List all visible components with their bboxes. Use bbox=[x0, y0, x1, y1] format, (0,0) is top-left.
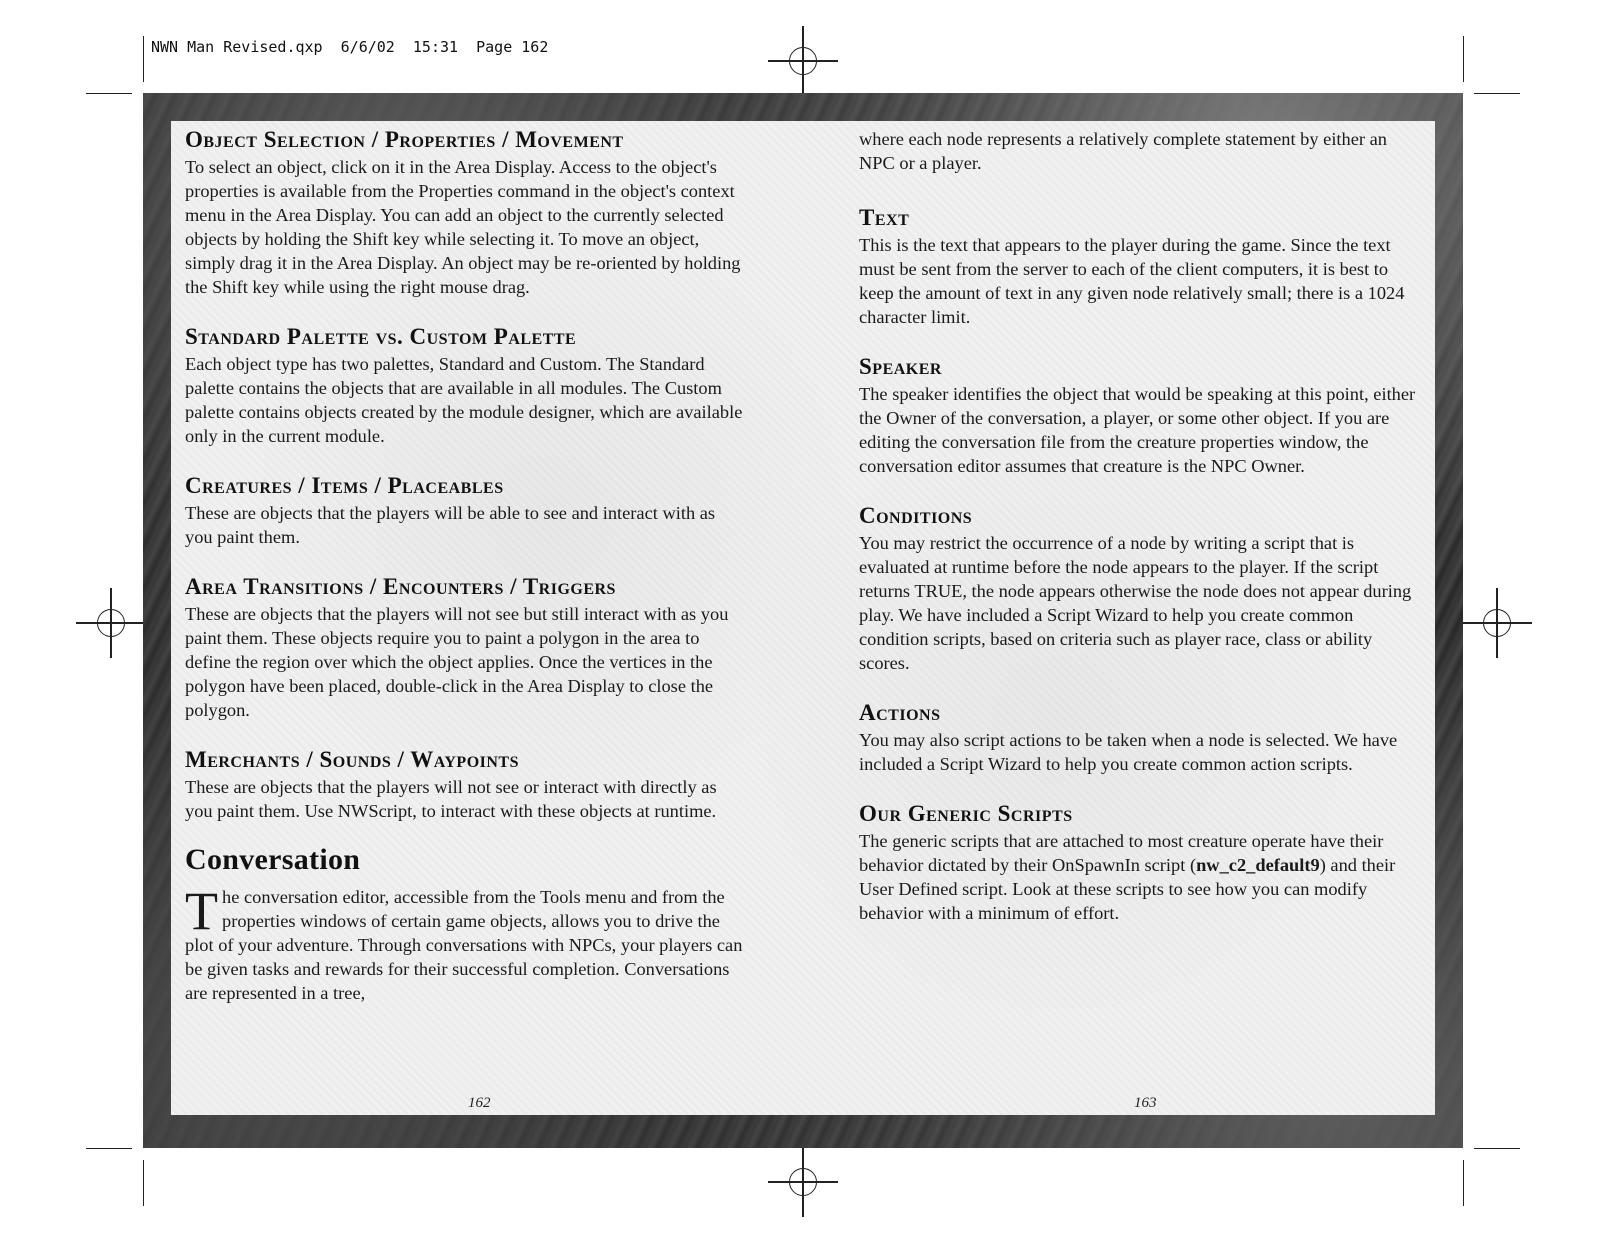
section-heading: Merchants / Sounds / Waypoints bbox=[185, 747, 519, 772]
section-heading: Conditions bbox=[859, 503, 973, 528]
section-body bbox=[859, 829, 1419, 925]
section-body: Each object type has two palettes, Standard and Custom. The Standard palette contains the objects that are available in all modules. The Custom palette contains objects created by the module designer, which are available only in the current module. bbox=[185, 354, 743, 446]
section-heading: Text bbox=[859, 205, 910, 230]
section-body: You may restrict the occurrence of a node by writing a script that is evaluated at runtime before the node appears to the player. If the script returns TRUE, the node appears otherwise the node does not appear during play. We have included a Script Wizard to help you create common condition scripts, based on criteria such as player race, class or ability scores. bbox=[859, 533, 1412, 673]
registration-mark-icon bbox=[97, 609, 125, 637]
crop-mark bbox=[1474, 93, 1520, 94]
section-body: You may also script actions to be taken when a node is selected. We have included a Script Wizard to help you create common action scripts. bbox=[859, 730, 1398, 774]
print-slug: NWN Man Revised.qxp 6/6/02 15:31 Page 162 bbox=[151, 38, 549, 56]
crop-mark bbox=[1474, 1148, 1520, 1149]
chapter-body-text: he conversation editor, accessible from the Tools menu and from the properties windows of certain game objects, allows you to drive the plot of your adventure. Through conversations with NPCs, your players can be given tasks and rewards for their successful completion. Conversations are represented in a tree, bbox=[185, 887, 743, 1003]
crop-mark bbox=[1463, 1160, 1464, 1206]
section-heading: Speaker bbox=[859, 354, 942, 379]
generic-body-before: The generic scripts that are attached to most creature operate have their behavior dictated by their OnSpawnIn script ( bbox=[859, 831, 1384, 875]
section-body: The speaker identifies the object that would be speaking at this point, either the Owner of the conversation, a player, or some other object. If you are editing the conversation file from the creature properties window, the conversation editor assumes that creature is the NPC Owner. bbox=[859, 384, 1416, 476]
section-body: This is the text that appears to the player during the game. Since the text must be sent from the server to each of the client computers, it is best to keep the amount of text in any given node relatively small; there is a 1024 character limit. bbox=[859, 235, 1405, 327]
crop-mark bbox=[86, 1148, 132, 1149]
page-number-left: 162 bbox=[468, 1095, 491, 1111]
chapter-body bbox=[185, 881, 745, 1005]
crop-mark bbox=[143, 36, 144, 82]
crop-mark bbox=[1463, 36, 1464, 82]
section-heading: Actions bbox=[859, 700, 941, 725]
registration-mark-icon bbox=[789, 1168, 817, 1196]
section-body: To select an object, click on it in the Area Display. Access to the object's properties is available from the Properties command in the object's context menu in the Area Display. You can add an object to the currently selected objects by holding the Shift key while selecting it. To move an object, simply drag it in the Area Display. An object may be re-oriented by holding the Shift key while using the right mouse drag. bbox=[185, 157, 741, 297]
section-body: These are objects that the players will not see or interact with directly as you paint them. Use NWScript, to interact with these objects at runtime. bbox=[185, 777, 717, 821]
left-page-column bbox=[185, 127, 745, 1030]
section-heading: Creatures / Items / Placeables bbox=[185, 473, 504, 498]
drop-cap: T bbox=[185, 881, 218, 941]
registration-mark-icon bbox=[1483, 609, 1511, 637]
registration-mark-icon bbox=[789, 47, 817, 75]
section-heading: Our Generic Scripts bbox=[859, 801, 1073, 826]
crop-mark bbox=[86, 93, 132, 94]
continuation-text: where each node represents a relatively complete statement by either an NPC or a player. bbox=[859, 129, 1387, 173]
section-heading: Object Selection / Properties / Movement bbox=[185, 127, 624, 152]
chapter-title: Conversation bbox=[185, 843, 361, 876]
section-heading: Area Transitions / Encounters / Triggers bbox=[185, 574, 616, 599]
section-body: These are objects that the players will be able to see and interact with as you paint them. bbox=[185, 503, 716, 547]
script-name: nw_c2_default9 bbox=[1196, 855, 1320, 875]
generic-body-after: ) and their User Defined script. Look at these scripts to see how you can modify behavior with a minimum of effort. bbox=[859, 855, 1396, 923]
right-page-column bbox=[859, 127, 1419, 950]
section-heading: Standard Palette vs. Custom Palette bbox=[185, 324, 577, 349]
page-number-right: 163 bbox=[1134, 1095, 1157, 1111]
section-body: These are objects that the players will not see but still interact with as you paint them. These objects require you to paint a polygon in the area to define the region over which the object applies. Once the vertices in the polygon have been placed, double-click in the Area Display to close the polygon. bbox=[185, 604, 729, 720]
crop-mark bbox=[143, 1160, 144, 1206]
